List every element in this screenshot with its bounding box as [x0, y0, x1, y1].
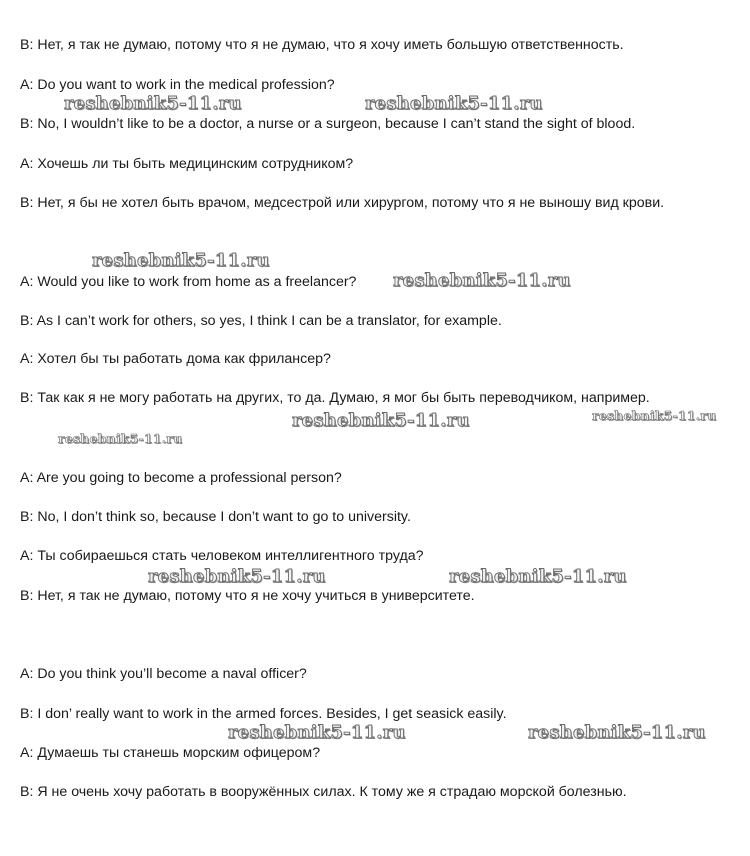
dialogue-line: B: Так как я не могу работать на других, то да. Думаю, я мог бы быть переводчиком, например.	[20, 390, 650, 406]
watermark: reshebnik5-11.ru	[449, 566, 627, 587]
dialogue-line: B: Нет, я так не думаю, потому что я не думаю, что я хочу иметь большую ответственность.	[20, 37, 624, 53]
dialogue-line: B: I don’ really want to work in the armed forces. Besides, I get seasick easily.	[20, 706, 507, 722]
watermark: reshebnik5-11.ru	[228, 722, 406, 743]
watermark: reshebnik5-11.ru	[58, 431, 183, 446]
dialogue-line: A: Do you think you’ll become a naval officer?	[20, 666, 307, 682]
watermark: reshebnik5-11.ru	[92, 250, 270, 271]
dialogue-line: B: As I can’t work for others, so yes, I think I can be a translator, for example.	[20, 313, 502, 329]
dialogue-line: A: Are you going to become a professional person?	[20, 470, 342, 486]
watermark: reshebnik5-11.ru	[64, 93, 242, 114]
dialogue-line: B: No, I don’t think so, because I don’t want to go to university.	[20, 509, 411, 525]
dialogue-line: B: No, I wouldn’t like to be a doctor, a nurse or a surgeon, because I can’t stand the sight of blood.	[20, 116, 636, 132]
dialogue-line: A: Хотел бы ты работать дома как фрилансер?	[20, 351, 331, 367]
watermark: reshebnik5-11.ru	[592, 408, 717, 423]
watermark: reshebnik5-11.ru	[365, 93, 543, 114]
watermark: reshebnik5-11.ru	[393, 270, 571, 291]
watermark: reshebnik5-11.ru	[292, 410, 470, 431]
dialogue-line: A: Would you like to work from home as a freelancer?	[20, 274, 357, 290]
dialogue-line: B: Нет, я бы не хотел быть врачом, медсестрой или хирургом, потому что я не выношу вид крови.	[20, 195, 665, 211]
dialogue-line: A: Думаешь ты станешь морским офицером?	[20, 745, 321, 761]
watermark: reshebnik5-11.ru	[148, 566, 326, 587]
dialogue-line: B: Нет, я так не думаю, потому что я не хочу учиться в университете.	[20, 588, 475, 604]
dialogue-line: A: Ты собираешься стать человеком интеллигентного труда?	[20, 548, 424, 564]
dialogue-line: A: Do you want to work in the medical profession?	[20, 77, 335, 93]
dialogue-line: B: Я не очень хочу работать в вооружённых силах. К тому же я страдаю морской болезнью.	[20, 784, 627, 800]
watermark: reshebnik5-11.ru	[528, 722, 706, 743]
dialogue-line: A: Хочешь ли ты быть медицинским сотрудником?	[20, 156, 354, 172]
